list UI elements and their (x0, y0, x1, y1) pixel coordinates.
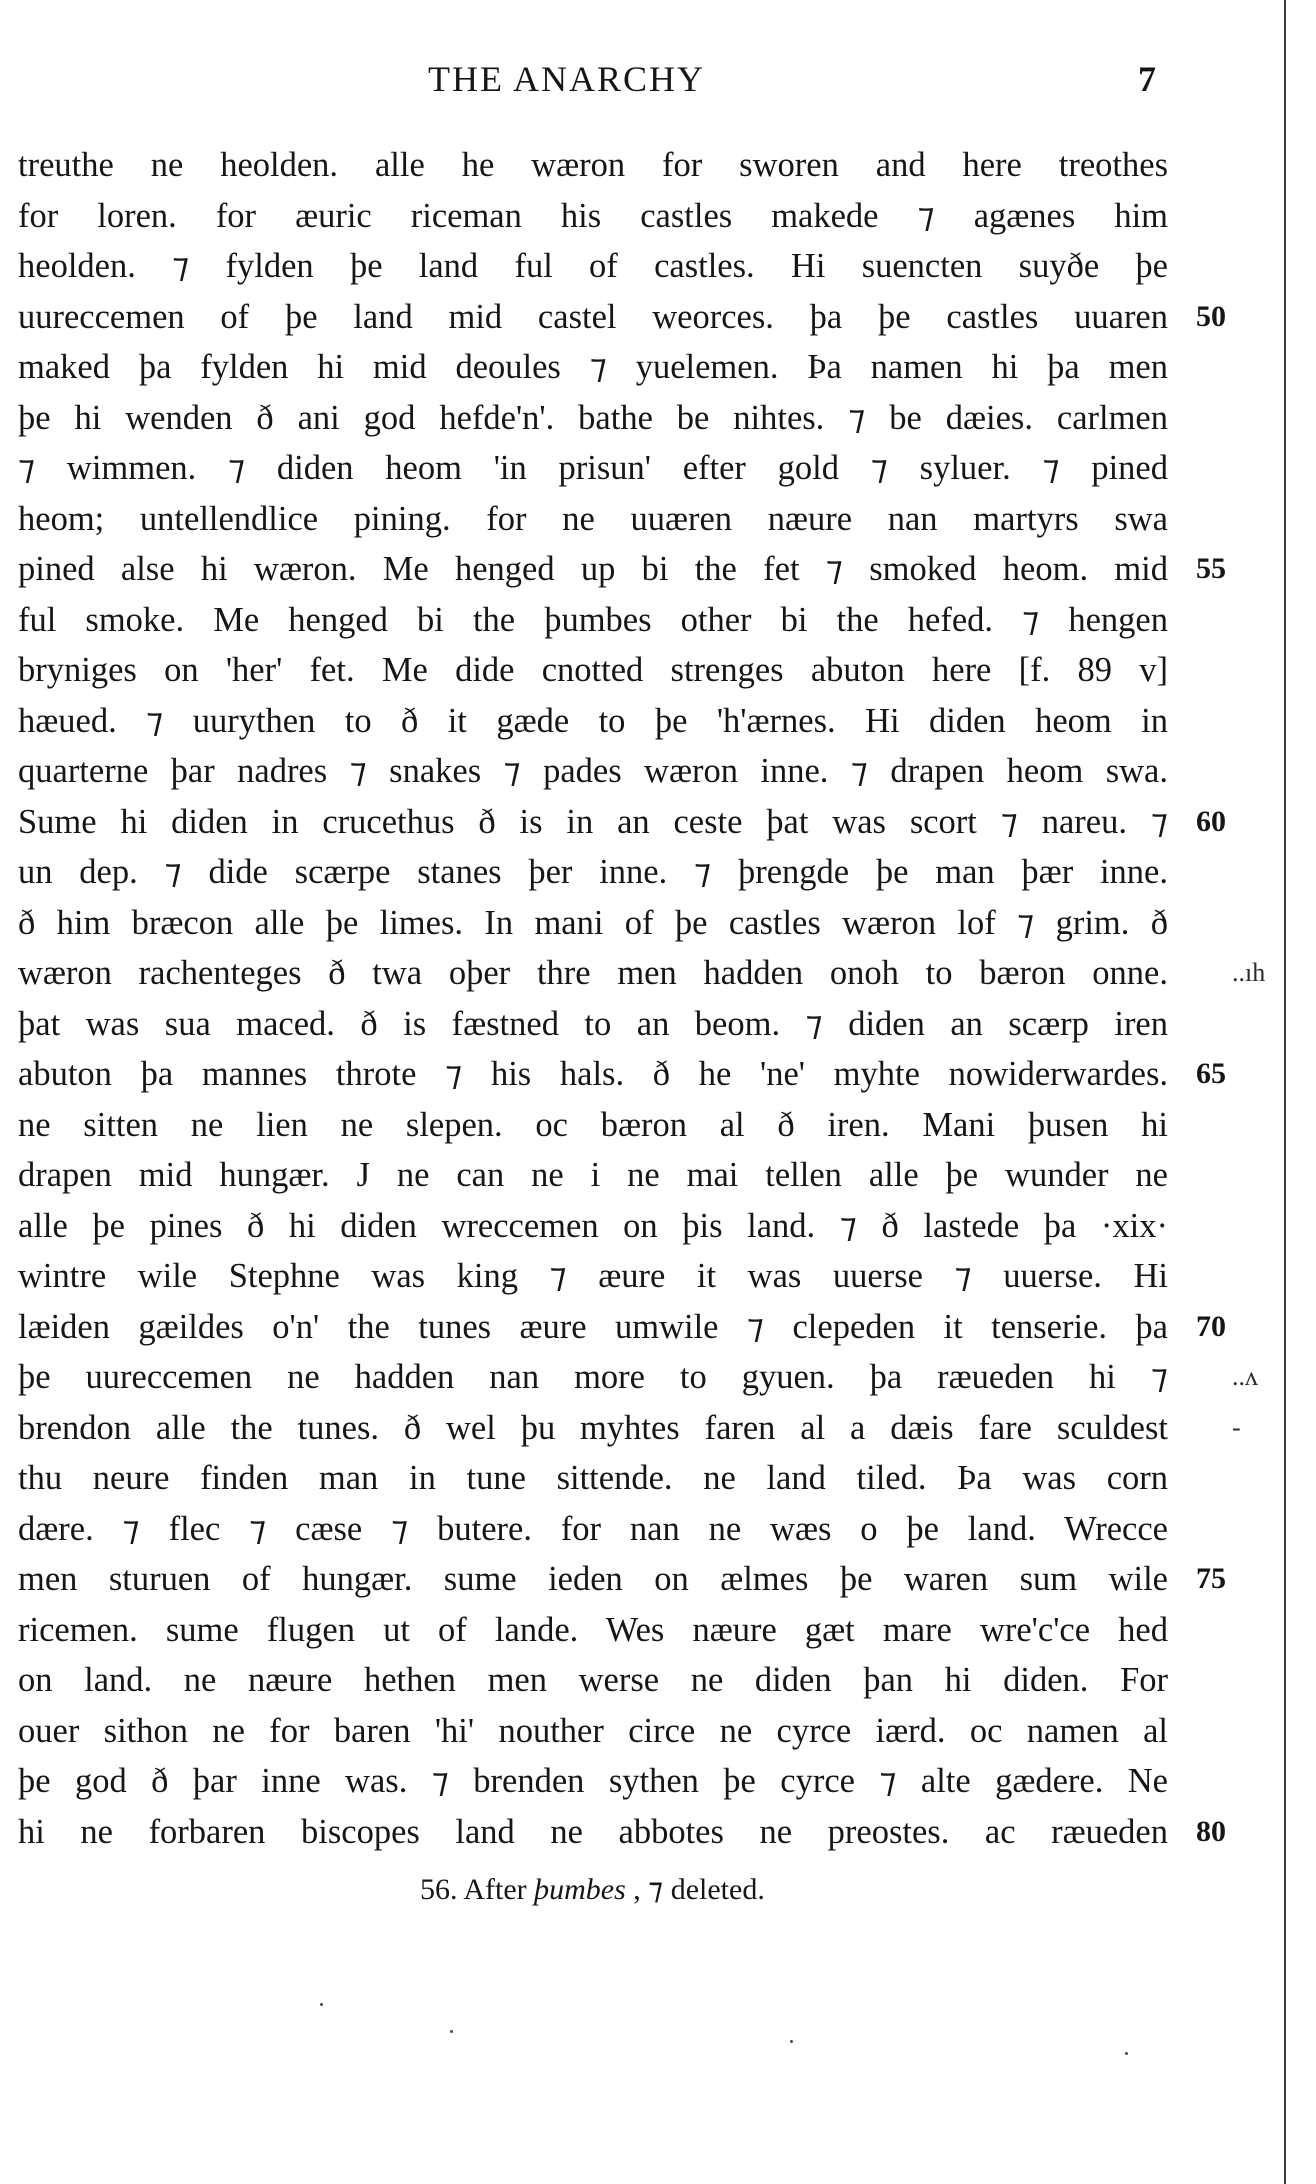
text-line: uureccemen of þe land mid castel weorces. þa þe castles uuaren (18, 297, 1168, 336)
line-number: 55 (1196, 552, 1226, 585)
margin-mark: ..ıh (1232, 958, 1266, 987)
main-text (18, 140, 1226, 1857)
line-number: 50 (1196, 299, 1226, 333)
text-line: þe hi wenden ð ani god hefde'n'. bathe be nihtes. ⁊ be dæies. carlmen (18, 398, 1168, 437)
footnote (420, 1872, 765, 1907)
text-line: treuthe ne heolden. alle he wæron for sworen and here treothes (18, 146, 1168, 184)
text-line: dære. ⁊ flec ⁊ cæse ⁊ butere. for nan ne wæs o þe land. Wrecce (18, 1509, 1168, 1548)
text-line: Sume hi diden in crucethus ð is in an ceste þat was scort ⁊ nareu. ⁊ (18, 802, 1168, 841)
text-line: drapen mid hungær. J ne can ne i ne mai tellen alle þe wunder ne (18, 1156, 1168, 1194)
text-line: þat was sua maced. ð is fæstned to an beom. ⁊ diden an scærp iren (18, 1004, 1168, 1043)
text-line: un dep. ⁊ dide scærpe stanes þer inne. ⁊ þrengde þe man þær inne. (18, 853, 1168, 891)
text-line: for loren. for æuric riceman his castles makede ⁊ agænes him (18, 196, 1168, 235)
line-number: 75 (1196, 1562, 1226, 1595)
text-line: þe uureccemen ne hadden nan more to gyuen. þa ræueden hi ⁊ (18, 1358, 1168, 1396)
text-line: abuton þa mannes throte ⁊ his hals. ð he 'ne' myhte nowiderwardes. (18, 1055, 1168, 1093)
scan-speck (790, 2040, 793, 2043)
line-number: 80 (1196, 1814, 1226, 1848)
margin-mark: ..ʌ (1232, 1362, 1258, 1391)
scan-speck (450, 2030, 453, 2033)
text-line: ⁊ wimmen. ⁊ diden heom 'in prisun' efter gold ⁊ syluer. ⁊ pined (18, 449, 1168, 487)
text-line: heom; untellendlice pining. for ne uuæren næure nan martyrs swa (18, 499, 1168, 538)
text-line: pined alse hi wæron. Me henged up bi the fet ⁊ smoked heom. mid (18, 550, 1168, 588)
text-line: men sturuen of hungær. sume ieden on ælmes þe waren sum wile (18, 1560, 1168, 1598)
text-line: læiden gæildes o'n' the tunes æure umwile ⁊ clepeden it tenserie. þa (18, 1307, 1168, 1346)
line-number: 60 (1196, 804, 1226, 838)
footnote-word: þumbes (534, 1873, 626, 1906)
line-number: 70 (1196, 1309, 1226, 1343)
text-line: wintre wile Stephne was king ⁊ æure it was uuerse ⁊ uuerse. Hi (18, 1257, 1168, 1295)
page-number: 7 (1138, 59, 1156, 99)
text-line: maked þa fylden hi mid deoules ⁊ yuelemen. Þa namen hi þa men (18, 348, 1168, 386)
page-edge-rule (1284, 0, 1286, 2184)
text-line: thu neure finden man in tune sittende. ne land tiled. Þa was corn (18, 1459, 1168, 1497)
text-line: heolden. ⁊ fylden þe land ful of castles. Hi suencten suyðe þe (18, 247, 1168, 285)
running-head (0, 58, 1316, 108)
text-line: bryniges on 'her' fet. Me dide cnotted strenges abuton here [f. 89 v] (18, 651, 1168, 689)
text-line: on land. ne næure hethen men werse ne diden þan hi diden. For (18, 1661, 1168, 1699)
text-line: ful smoke. Me henged bi the þumbes other bi the hefed. ⁊ hengen (18, 600, 1168, 639)
text-line: þe god ð þar inne was. ⁊ brenden sythen þe cyrce ⁊ alte gædere. Ne (18, 1762, 1168, 1800)
text-line: wæron rachenteges ð twa oþer thre men hadden onoh to bæron onne. (18, 954, 1168, 992)
text-line: brendon alle the tunes. ð wel þu myhtes faren al a dæis fare sculdest (18, 1408, 1168, 1447)
text-line: hi ne forbaren biscopes land ne abbotes ne preostes. ac ræueden (18, 1812, 1168, 1851)
text-line: ð him bræcon alle þe limes. In mani of þe castles wæron lof ⁊ grim. ð (18, 903, 1168, 942)
text-line: ricemen. sume flugen ut of lande. Wes næure gæt mare wre'c'ce hed (18, 1610, 1168, 1649)
text-line: ouer sithon ne for baren 'hi' nouther circe ne cyrce iærd. oc namen al (18, 1711, 1168, 1750)
text-line: alle þe pines ð hi diden wreccemen on þis land. ⁊ ð lastede þa ·xix· (18, 1206, 1168, 1245)
margin-mark: - (1232, 1412, 1241, 1442)
text-line: quarterne þar nadres ⁊ snakes ⁊ pades wæron inne. ⁊ drapen heom swa. (18, 752, 1168, 790)
footnote-prefix: 56. After (420, 1873, 535, 1906)
scan-speck (320, 2003, 323, 2006)
scan-speck (1125, 2052, 1128, 2055)
running-title: THE ANARCHY (428, 59, 706, 99)
footnote-suffix: , ⁊ deleted. (625, 1873, 765, 1906)
line-number: 65 (1196, 1057, 1226, 1090)
text-line: hæued. ⁊ uurythen to ð it gæde to þe 'h'ærnes. Hi diden heom in (18, 701, 1168, 740)
text-line: ne sitten ne lien ne slepen. oc bæron al ð iren. Mani þusen hi (18, 1105, 1168, 1144)
